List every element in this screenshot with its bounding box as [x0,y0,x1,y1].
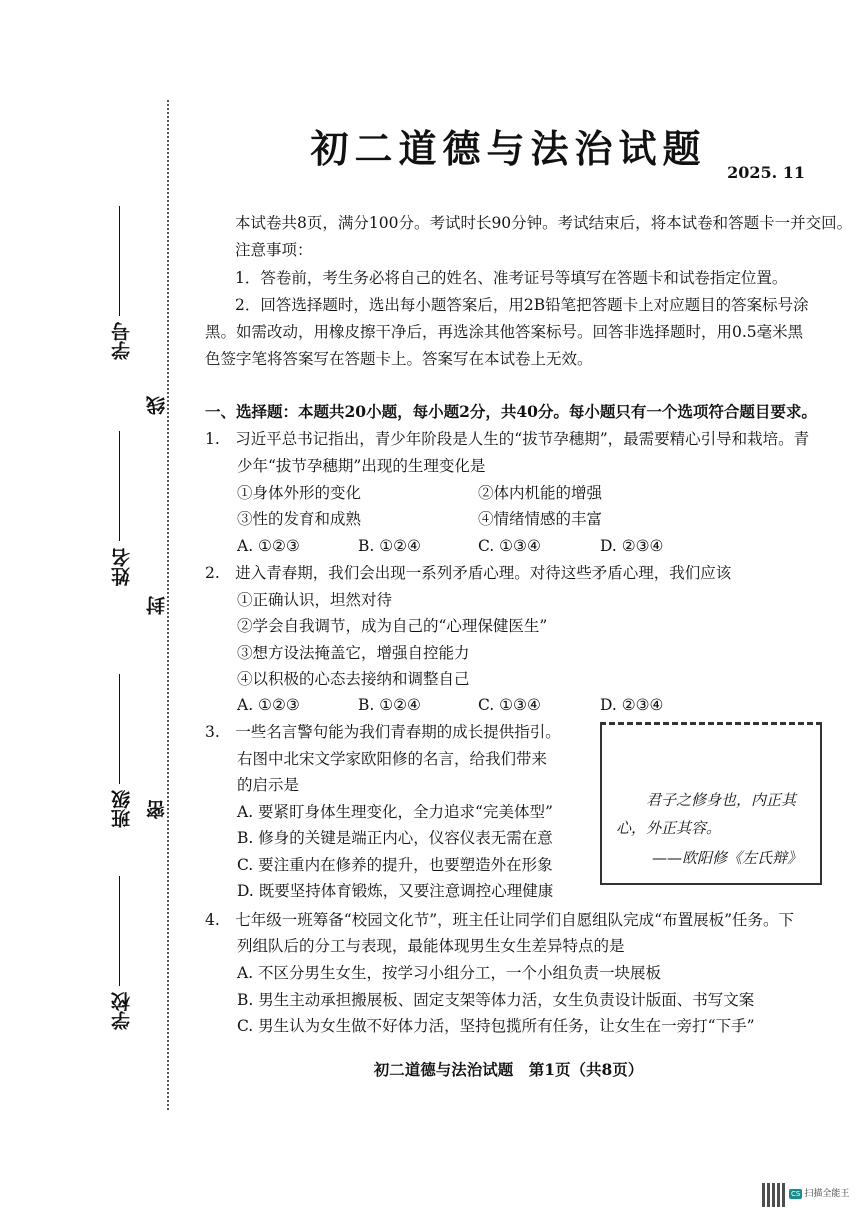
seal-char-seal: 封 [146,596,168,615]
q1-statement-4: ④情绪情感的丰富 [478,510,603,528]
seal-char-line: 线 [146,396,168,415]
instruction-item-2-line-1: 2．回答选择题时，选出每小题答案后，用2B铅笔把答题卡上对应题目的答案标号涂 [235,296,809,314]
exam-title: 初二道德与法治试题 [310,126,707,171]
q4-stem-line-1: 4. 七年级一班筹备“校园文化节”，班主任让同学们自愿组队完成“布置展板”任务。下 [205,911,794,929]
instruction-item-2-line-2: 黑。如需改动，用橡皮擦干净后，再选涂其他答案标号。回答非选择题时，用0.5毫米黑 [205,323,804,341]
q4-stem-line-2: 列组队后的分工与表现，最能体现男生女生差异特点的是 [237,937,625,955]
q2-option-d: D. ②③④ [600,696,664,714]
q3-option-c: C. 要注重内在修养的提升，也要塑造外在形象 [237,856,553,874]
page-footer: 初二道德与法治试题 第1页（共8页） [373,1060,644,1079]
exam-date: 2025. 11 [727,163,805,182]
quote-line-1: 君子之修身也，内正其 [646,791,797,809]
seal-char-secret: 密 [146,800,168,819]
name-blank [119,431,120,541]
class-blank [119,674,120,784]
q1-stem-line-2: 少年“拔节孕穗期”出现的生理变化是 [237,457,486,475]
student-id-label: 学号 [111,322,133,360]
class-label: 班级 [111,790,133,828]
q1-option-d: D. ②③④ [600,537,664,555]
q1-statement-1: ①身体外形的变化 [237,484,362,502]
q3-quote-image [600,722,822,885]
q4-option-c: C. 男生认为女生做不好体力活，坚持包揽所有任务，让女生在一旁打“下手” [237,1017,755,1035]
q2-statement-3: ③想方设法掩盖它，增强自控能力 [237,644,470,662]
instruction-item-2-line-3: 色签字笔将答案写在答题卡上。答案写在本试卷上无效。 [205,350,593,368]
q2-stem: 2. 进入青春期，我们会出现一系列矛盾心理。对待这些矛盾心理，我们应该 [205,564,732,582]
q4-option-a: A. 不区分男生女生，按学习小组分工，一个小组负责一块展板 [237,964,662,982]
q3-option-a: A. 要紧盯身体生理变化，全力追求“完美体型” [237,803,553,821]
q4-option-b: B. 男生主动承担搬展板、固定支架等体力活，女生负责设计版面、书写文案 [237,991,755,1009]
section-1-heading: 一、选择题：本题共20小题，每小题2分，共40分。每小题只有一个选项符合题目要求。 [205,402,817,421]
q3-option-b: B. 修身的关键是端正内心，仪容仪表无需在意 [237,829,553,847]
q2-statement-2: ②学会自我调节，成为自己的“心理保健医生” [237,617,548,635]
q2-statement-4: ④以积极的心态去接纳和调整自己 [237,670,470,688]
quote-source: ——欧阳修《左氏辩》 [652,849,803,867]
q2-option-b: B. ①②④ [358,696,421,714]
instruction-item-1: 1．答卷前，考生务必将自己的姓名、准考证号等填写在答题卡和试卷指定位置。 [235,269,788,287]
q2-option-c: C. ①③④ [478,696,541,714]
q1-statement-3: ③性的发育和成熟 [237,510,362,528]
name-label: 姓名 [111,548,133,586]
camscanner-icon: CS [791,1190,801,1198]
q3-stem-line-2: 右图中北宋文学家欧阳修的名言，给我们带来 [237,750,548,768]
q3-stem-line-3: 的启示是 [237,776,300,794]
instructions-heading: 注意事项： [235,241,313,259]
q1-option-a: A. ①②③ [237,537,300,555]
q2-statement-1: ①正确认识，坦然对待 [237,591,393,609]
scanner-brand-text: 扫描全能王 [804,1189,850,1199]
qr-code-icon [762,1183,786,1207]
q1-option-b: B. ①②④ [358,537,421,555]
school-blank [119,876,120,986]
student-id-blank [119,206,120,316]
quote-line-2: 心，外正其容。 [616,819,722,837]
school-label: 学校 [111,992,133,1030]
q1-statement-2: ②体内机能的增强 [478,484,603,502]
q2-option-a: A. ①②③ [237,696,300,714]
q3-stem-line-1: 3. 一些名言警句能为我们青春期的成长提供指引。 [205,723,561,741]
q1-stem-line-1: 1. 习近平总书记指出，青少年阶段是人生的“拔节孕穗期”，最需要精心引导和栽培。青 [205,430,810,448]
q1-option-c: C. ①③④ [478,537,541,555]
q3-option-d: D. 既要坚持体育锻炼，又要注意调控心理健康 [237,882,554,900]
scanner-watermark [789,1186,849,1199]
instructions-intro: 本试卷共8页，满分100分。考试时长90分钟。考试结束后，将本试卷和答题卡一并交回。 [235,214,853,232]
